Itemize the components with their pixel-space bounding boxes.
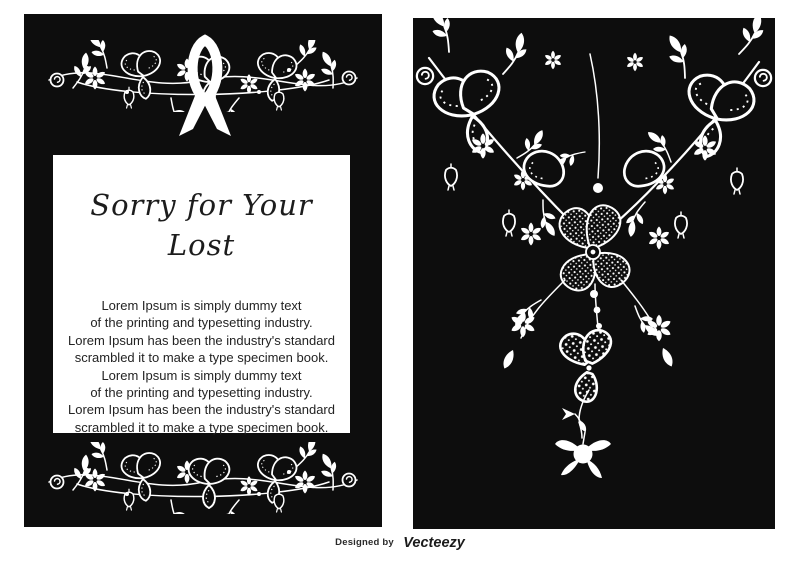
- floral-lace-ornament: [413, 18, 775, 529]
- floral-card: [413, 18, 775, 529]
- credit-line: [0, 534, 800, 552]
- card-body-line: Lorem Ipsum is simply dummy text: [101, 298, 302, 313]
- card-body-line: Lorem Ipsum is simply dummy text: [101, 367, 302, 383]
- card-body-line: Lorem Ipsum has been the industry's standard: [68, 402, 335, 418]
- memorial-ribbon-icon: [165, 30, 245, 140]
- card-body-line: scrambled it to make a type specimen book.: [74, 419, 329, 435]
- card-title: Sorry for Your Lost: [90, 188, 313, 262]
- card-body: [53, 297, 350, 436]
- card-body-line: of the printing and typesetting industry.: [90, 385, 313, 401]
- message-panel: [53, 155, 350, 433]
- sympathy-card: [24, 14, 382, 527]
- vecteezy-logo: Vecteezy: [403, 535, 465, 551]
- card-body-line: scrambled it to make a type specimen book.: [74, 350, 329, 366]
- credit-prefix: Designed by: [335, 537, 394, 548]
- card-body-line: of the printing and typesetting industry.: [90, 315, 313, 331]
- card-body-line: Lorem Ipsum has been the industry's standard: [68, 332, 335, 348]
- floral-garland-bottom: [42, 442, 364, 514]
